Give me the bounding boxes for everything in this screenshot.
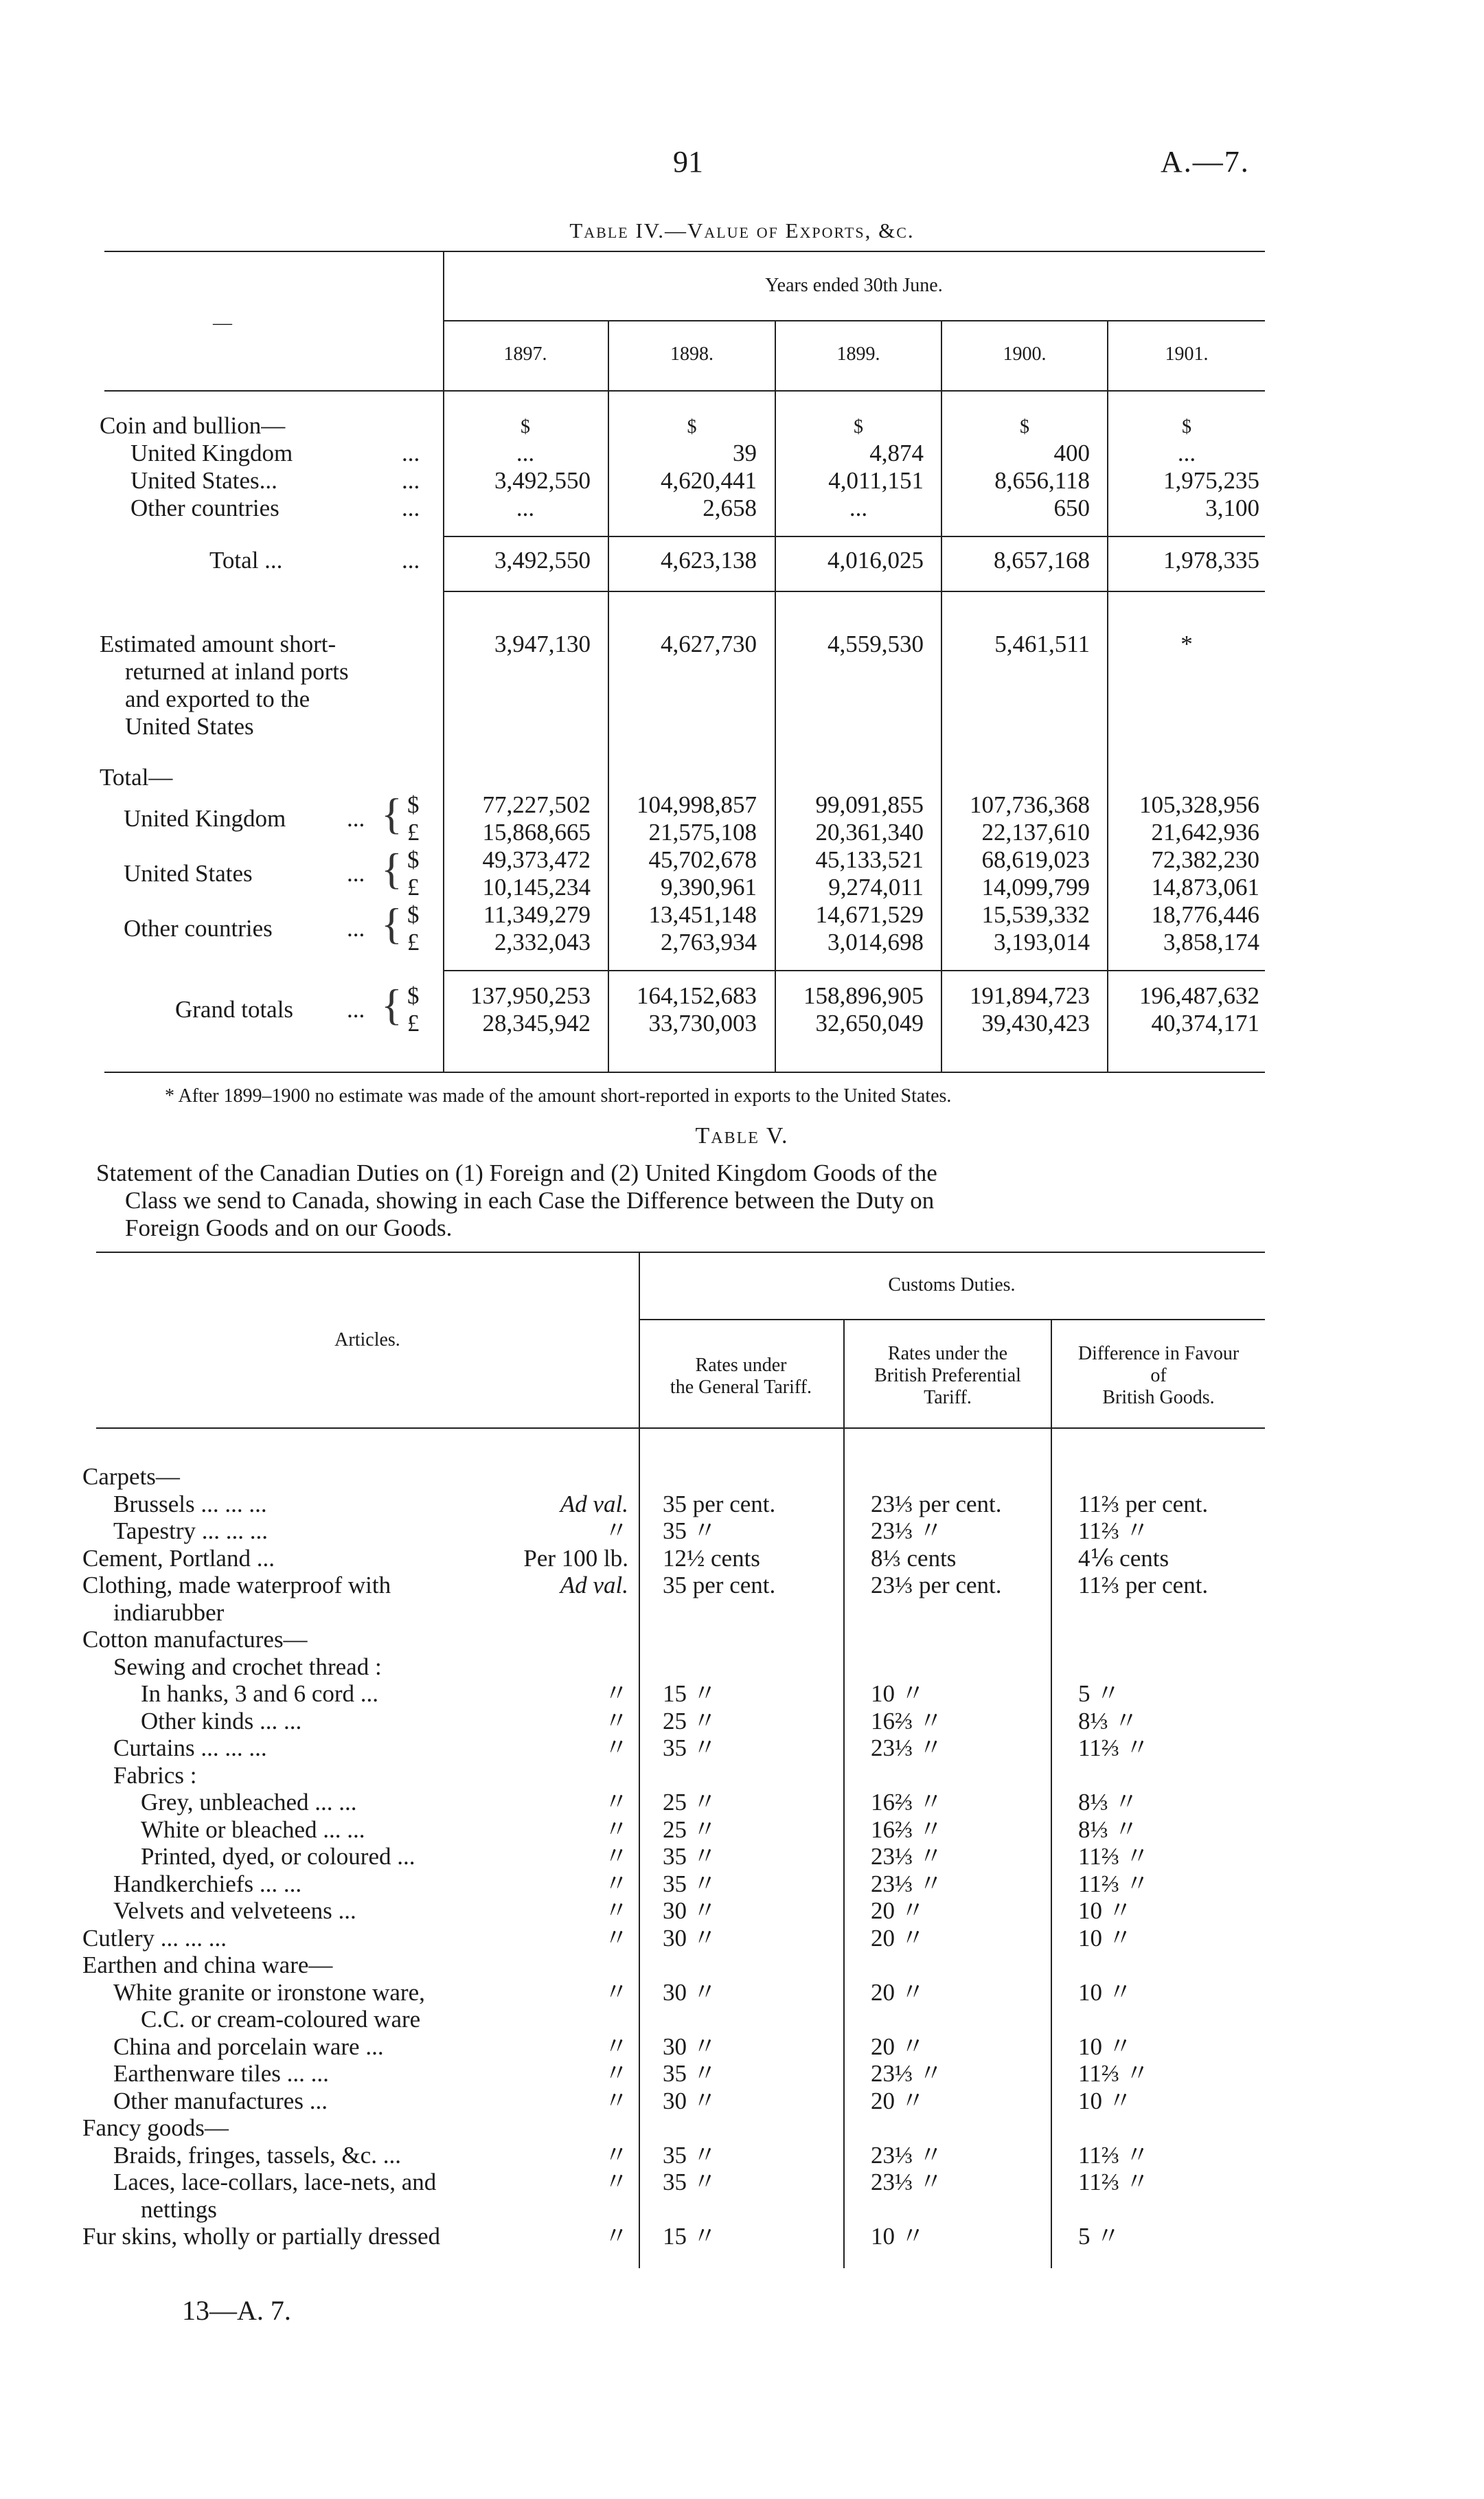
currency-symbol: $ <box>1020 416 1029 438</box>
table-cell: 105,328,956 <box>1139 791 1259 818</box>
table-cell: ... <box>1177 440 1196 466</box>
table-cell: 9,274,011 <box>828 874 924 901</box>
difference-rate: 10 〃 <box>1078 1979 1132 2006</box>
table-cell: 1,975,235 <box>1163 467 1259 494</box>
table-cell: 3,193,014 <box>994 929 1090 956</box>
coin-row-label: Other countries <box>130 495 279 521</box>
table-cell: ... <box>849 495 868 521</box>
table-cell: 40,374,171 <box>1151 1010 1259 1037</box>
article-label: Handkerchiefs ... ... <box>113 1870 302 1897</box>
table4-stub-dash: — <box>213 313 232 334</box>
preferential-rate: 16⅔ 〃 <box>871 1789 944 1816</box>
table-cell: 15,868,665 <box>482 819 591 846</box>
table-cell: 99,091,855 <box>815 791 924 818</box>
table-cell: 68,619,023 <box>981 846 1090 873</box>
table-cell: 1,978,335 <box>1163 547 1259 574</box>
table-cell: 4,623,138 <box>661 547 757 574</box>
difference-rate: 11⅔ 〃 <box>1078 2142 1150 2169</box>
table-cell: 45,702,678 <box>648 846 757 873</box>
preferential-tariff-header: Rates under the <box>887 1343 1008 1364</box>
general-tariff-header: the General Tariff. <box>670 1377 812 1398</box>
duty-basis: 〃 <box>604 1897 628 1924</box>
coin-bullion-title: Coin and bullion— <box>100 412 286 439</box>
table-cell: * <box>1180 631 1193 657</box>
leader-dots: ... <box>347 805 365 832</box>
table-cell: 49,373,472 <box>482 846 591 873</box>
difference-rate: 8⅓ 〃 <box>1078 1708 1139 1734</box>
general-tariff-rate: 35 per cent. <box>663 1491 776 1517</box>
article-label: Tapestry ... ... ... <box>113 1517 269 1544</box>
table-cell: 8,656,118 <box>994 467 1090 494</box>
page-reference: A.—7. <box>1161 145 1250 179</box>
general-tariff-rate: 35 〃 <box>663 2142 717 2169</box>
table-cell: 4,559,530 <box>827 631 924 657</box>
article-label: Fur skins, wholly or partially dressed <box>82 2223 441 2250</box>
unit-symbol: $ <box>407 791 420 818</box>
duty-basis: 〃 <box>604 1843 628 1870</box>
group-label: United States <box>124 860 253 887</box>
article-label: Grey, unbleached ... ... <box>141 1789 357 1816</box>
grand-total-rule <box>443 970 1265 971</box>
preferential-rate: 23⅓ 〃 <box>871 1843 944 1870</box>
duty-basis: 〃 <box>604 1517 628 1544</box>
group-label: Other countries <box>124 915 273 942</box>
difference-rate: 4⅙ cents <box>1078 1545 1169 1572</box>
estimated-label: and exported to the <box>125 686 310 712</box>
currency-symbol: $ <box>854 416 863 438</box>
table-cell: 3,100 <box>1205 495 1259 521</box>
page-number: 91 <box>673 145 703 179</box>
general-tariff-rate: 30 〃 <box>663 1897 717 1924</box>
table-cell: 650 <box>1053 495 1090 521</box>
table-cell: 18,776,446 <box>1151 901 1259 928</box>
statement-line: Statement of the Canadian Duties on (1) Foreign and (2) United Kingdom Goods of the <box>96 1160 937 1186</box>
article-label: White or bleached ... ... <box>141 1816 365 1843</box>
preferential-rate: 23⅓ 〃 <box>871 2142 944 2169</box>
brace: { <box>381 844 402 893</box>
general-tariff-rate: 35 per cent. <box>663 1572 776 1598</box>
table-cell: 39,430,423 <box>981 1010 1090 1037</box>
articles-header: Articles. <box>334 1329 400 1350</box>
table-cell: 28,345,942 <box>482 1010 591 1037</box>
duty-basis: Per 100 lb. <box>523 1545 628 1572</box>
table-cell: 158,896,905 <box>803 982 924 1009</box>
duty-basis: 〃 <box>604 1680 628 1707</box>
preferential-rate: 20 〃 <box>871 1979 925 2006</box>
table-cell: 164,152,683 <box>637 982 757 1009</box>
estimated-label: United States <box>125 713 254 740</box>
table-cell: 191,894,723 <box>970 982 1090 1009</box>
preferential-rate: 23⅓ per cent. <box>871 1572 1002 1598</box>
statement-line: Foreign Goods and on our Goods. <box>125 1214 453 1241</box>
article-label: Fancy goods— <box>82 2114 229 2141</box>
year-header: 1898. <box>670 343 714 365</box>
group-label: United Kingdom <box>124 805 286 832</box>
difference-rate: 11⅔ per cent. <box>1078 1572 1209 1598</box>
preferential-tariff-header: British Preferential <box>874 1365 1021 1386</box>
duty-basis: 〃 <box>604 2033 628 2060</box>
table-cell: 13,451,148 <box>648 901 757 928</box>
preferential-rate: 23⅓ 〃 <box>871 2169 944 2195</box>
difference-rate: 10 〃 <box>1078 1925 1132 1952</box>
table-cell: 15,539,332 <box>981 901 1090 928</box>
table5-header-rule <box>96 1427 1265 1429</box>
currency-symbol: $ <box>1182 416 1191 438</box>
difference-rate: 5 〃 <box>1078 2223 1121 2250</box>
table-cell: 20,361,340 <box>815 819 924 846</box>
general-tariff-rate: 30 〃 <box>663 1925 717 1952</box>
table-cell: 400 <box>1053 440 1090 466</box>
general-tariff-rate: 35 〃 <box>663 2060 717 2087</box>
difference-header: of <box>1150 1365 1167 1386</box>
preferential-rate: 8⅓ cents <box>871 1545 957 1572</box>
leader-dots: ... <box>402 440 420 466</box>
article-label: In hanks, 3 and 6 cord ... <box>141 1680 379 1707</box>
leader-dots: ... <box>347 996 365 1023</box>
difference-rate: 11⅔ 〃 <box>1078 2169 1150 2195</box>
table-cell: 137,950,253 <box>470 982 591 1009</box>
table-cell: 107,736,368 <box>970 791 1090 818</box>
table5-col-divider <box>843 1319 845 2268</box>
table-cell: 8,657,168 <box>994 547 1090 574</box>
coin-row-label: United States... <box>130 467 277 494</box>
table-cell: 22,137,610 <box>981 819 1090 846</box>
duty-basis: 〃 <box>604 1870 628 1897</box>
preferential-rate: 20 〃 <box>871 1897 925 1924</box>
general-tariff-rate: 35 〃 <box>663 1870 717 1897</box>
article-label: Clothing, made waterproof with <box>82 1572 391 1598</box>
difference-header: Difference in Favour <box>1077 1343 1240 1364</box>
table-cell: ... <box>516 440 535 466</box>
article-label: Sewing and crochet thread : <box>113 1653 382 1680</box>
table4-years-header: Years ended 30th June. <box>765 275 943 296</box>
preferential-rate: 20 〃 <box>871 2033 925 2060</box>
general-tariff-rate: 35 〃 <box>663 1517 717 1544</box>
article-label: Fabrics : <box>113 1762 197 1789</box>
currency-symbol: $ <box>687 416 697 438</box>
year-header: 1897. <box>503 343 547 365</box>
article-label: nettings <box>141 2196 217 2223</box>
duty-basis: 〃 <box>604 2060 628 2087</box>
article-label: Earthen and china ware— <box>82 1952 333 1978</box>
table5-top-rule <box>96 1252 1265 1253</box>
table-cell: 4,874 <box>869 440 924 466</box>
article-label: Brussels ... ... ... <box>113 1491 267 1517</box>
preferential-rate: 23⅓ 〃 <box>871 1517 944 1544</box>
table5-col-divider <box>639 1252 640 2268</box>
unit-symbol: $ <box>407 901 420 928</box>
unit-symbol: £ <box>407 929 420 956</box>
article-label: Other kinds ... ... <box>141 1708 302 1734</box>
table-cell: 11,349,279 <box>483 901 591 928</box>
preferential-rate: 10 〃 <box>871 2223 925 2250</box>
table-cell: 39 <box>733 440 757 466</box>
table-cell: 14,873,061 <box>1151 874 1259 901</box>
duty-basis: 〃 <box>604 2223 628 2250</box>
preferential-rate: 23⅓ 〃 <box>871 2060 944 2087</box>
table-cell: 3,014,698 <box>827 929 924 956</box>
brace: { <box>381 899 402 948</box>
preferential-rate: 23⅓ 〃 <box>871 1870 944 1897</box>
table-cell: 2,332,043 <box>494 929 591 956</box>
difference-rate: 11⅔ per cent. <box>1078 1491 1209 1517</box>
table-cell: 32,650,049 <box>815 1010 924 1037</box>
estimated-label: Estimated amount short- <box>100 631 336 657</box>
difference-rate: 11⅔ 〃 <box>1078 1870 1150 1897</box>
article-label: indiarubber <box>113 1599 225 1626</box>
leader-dots: ... <box>347 915 365 942</box>
table-cell: 4,016,025 <box>827 547 924 574</box>
difference-rate: 8⅓ 〃 <box>1078 1816 1139 1843</box>
table-cell: 10,145,234 <box>482 874 591 901</box>
article-label: Cutlery ... ... ... <box>82 1925 227 1952</box>
table-cell: 4,011,151 <box>828 467 924 494</box>
total-label: Total ... <box>209 547 283 574</box>
estimated-label: returned at inland ports <box>125 658 349 685</box>
table4-title: Table IV.—Value of Exports, &c. <box>569 218 915 242</box>
signature-mark: 13—A. 7. <box>182 2295 291 2326</box>
difference-rate: 11⅔ 〃 <box>1078 1734 1150 1761</box>
table-cell: 72,382,230 <box>1151 846 1259 873</box>
table4-top-rule <box>104 251 1265 252</box>
duty-basis: 〃 <box>604 1734 628 1761</box>
general-tariff-rate: 25 〃 <box>663 1708 717 1734</box>
article-label: Cement, Portland ... <box>82 1545 275 1572</box>
table-cell: 14,671,529 <box>815 901 924 928</box>
difference-rate: 10 〃 <box>1078 2088 1132 2114</box>
difference-rate: 10 〃 <box>1078 1897 1132 1924</box>
duty-basis: Ad val. <box>560 1572 628 1598</box>
table-cell: 4,627,730 <box>661 631 757 657</box>
brace: { <box>381 980 402 1029</box>
leader-dots: ... <box>402 495 420 521</box>
article-label: Carpets— <box>82 1463 180 1490</box>
table5-title: Table V. <box>695 1123 789 1149</box>
preferential-rate: 23⅓ per cent. <box>871 1491 1002 1517</box>
difference-rate: 11⅔ 〃 <box>1078 1517 1150 1544</box>
general-tariff-rate: 30 〃 <box>663 2088 717 2114</box>
leader-dots: ... <box>402 547 420 574</box>
general-tariff-rate: 35 〃 <box>663 1843 717 1870</box>
general-tariff-rate: 30 〃 <box>663 2033 717 2060</box>
article-label: Curtains ... ... ... <box>113 1734 267 1761</box>
table-cell: 3,947,130 <box>494 631 591 657</box>
article-label: Velvets and velveteens ... <box>113 1897 356 1924</box>
table-cell: 104,998,857 <box>637 791 757 818</box>
table5-statement <box>96 1160 1264 1242</box>
table4-years-rule <box>443 320 1265 321</box>
leader-dots: ... <box>402 467 420 494</box>
table-cell: 45,133,521 <box>815 846 924 873</box>
article-label: Cotton manufactures— <box>82 1626 308 1653</box>
unit-symbol: £ <box>407 874 420 901</box>
table-cell: 21,575,108 <box>648 819 757 846</box>
table5-customs-rule <box>639 1319 1265 1320</box>
duty-basis: 〃 <box>604 2088 628 2114</box>
article-label: C.C. or cream-coloured ware <box>141 2006 421 2033</box>
general-tariff-rate: 15 〃 <box>663 1680 717 1707</box>
table-cell: 3,492,550 <box>494 547 591 574</box>
table4-header-rule <box>104 390 1265 392</box>
leader-dots: ... <box>347 860 365 887</box>
unit-symbol: $ <box>407 846 420 873</box>
duty-basis: 〃 <box>604 2142 628 2169</box>
preferential-rate: 23⅓ 〃 <box>871 1734 944 1761</box>
table-cell: 5,461,511 <box>994 631 1090 657</box>
grand-totals-label: Grand totals <box>175 996 294 1023</box>
article-label: Braids, fringes, tassels, &c. ... <box>113 2142 401 2169</box>
preferential-rate: 20 〃 <box>871 1925 925 1952</box>
general-tariff-rate: 12½ cents <box>663 1545 760 1572</box>
article-label: Earthenware tiles ... ... <box>113 2060 329 2087</box>
article-label: Laces, lace-collars, lace-nets, and <box>113 2169 437 2195</box>
difference-rate: 11⅔ 〃 <box>1078 2060 1150 2087</box>
duty-basis: 〃 <box>604 1816 628 1843</box>
total-rule <box>443 536 1265 537</box>
year-header: 1901. <box>1165 343 1209 365</box>
preferential-tariff-header: Tariff. <box>924 1387 972 1408</box>
general-tariff-rate: 25 〃 <box>663 1789 717 1816</box>
difference-rate: 10 〃 <box>1078 2033 1132 2060</box>
general-tariff-rate: 35 〃 <box>663 2169 717 2195</box>
difference-rate: 11⅔ 〃 <box>1078 1843 1150 1870</box>
table4-bottom-rule <box>104 1072 1265 1073</box>
general-tariff-rate: 25 〃 <box>663 1816 717 1843</box>
duty-basis: 〃 <box>604 1925 628 1952</box>
coin-row-label: United Kingdom <box>130 440 293 466</box>
total-rule <box>443 591 1265 592</box>
article-label: Other manufactures ... <box>113 2088 328 2114</box>
unit-symbol: £ <box>407 819 420 846</box>
table4-footnote: * After 1899–1900 no estimate was made of the amount short-reported in exports to the United States. <box>165 1085 952 1107</box>
table-cell: 77,227,502 <box>482 791 591 818</box>
table-cell: 2,763,934 <box>661 929 757 956</box>
table-cell: 4,620,441 <box>661 467 757 494</box>
table-cell: 3,492,550 <box>494 467 591 494</box>
table-cell: 9,390,961 <box>661 874 757 901</box>
duty-basis: 〃 <box>604 2169 628 2195</box>
table-cell: 21,642,936 <box>1151 819 1259 846</box>
currency-symbol: $ <box>521 416 530 438</box>
preferential-rate: 10 〃 <box>871 1680 925 1707</box>
brace: { <box>381 789 402 838</box>
table-cell: 3,858,174 <box>1163 929 1259 956</box>
difference-rate: 8⅓ 〃 <box>1078 1789 1139 1816</box>
difference-header: British Goods. <box>1102 1387 1215 1408</box>
article-label: Printed, dyed, or coloured ... <box>141 1843 415 1870</box>
general-tariff-header: Rates under <box>695 1355 787 1376</box>
duty-basis: 〃 <box>604 1708 628 1734</box>
preferential-rate: 16⅔ 〃 <box>871 1708 944 1734</box>
customs-duties-header: Customs Duties. <box>888 1274 1016 1296</box>
year-header: 1900. <box>1003 343 1047 365</box>
table-cell: 33,730,003 <box>648 1010 757 1037</box>
year-header: 1899. <box>836 343 880 365</box>
article-label: China and porcelain ware ... <box>113 2033 384 2060</box>
preferential-rate: 20 〃 <box>871 2088 925 2114</box>
difference-rate: 5 〃 <box>1078 1680 1121 1707</box>
duty-basis: Ad val. <box>560 1491 628 1517</box>
general-tariff-rate: 15 〃 <box>663 2223 717 2250</box>
duty-basis: 〃 <box>604 1979 628 2006</box>
unit-symbol: £ <box>407 1010 420 1037</box>
statement-line: Class we send to Canada, showing in each Case the Difference between the Duty on <box>125 1187 935 1214</box>
article-label: White granite or ironstone ware, <box>113 1979 425 2006</box>
general-tariff-rate: 30 〃 <box>663 1979 717 2006</box>
table-cell: 2,658 <box>703 495 757 521</box>
preferential-rate: 16⅔ 〃 <box>871 1816 944 1843</box>
table-cell: 196,487,632 <box>1139 982 1259 1009</box>
table-cell: 14,099,799 <box>981 874 1090 901</box>
table5-col-divider <box>1051 1319 1052 2268</box>
table-cell: ... <box>516 495 535 521</box>
duty-basis: 〃 <box>604 1789 628 1816</box>
unit-symbol: $ <box>407 982 420 1009</box>
totals-title: Total— <box>100 764 173 791</box>
general-tariff-rate: 35 〃 <box>663 1734 717 1761</box>
